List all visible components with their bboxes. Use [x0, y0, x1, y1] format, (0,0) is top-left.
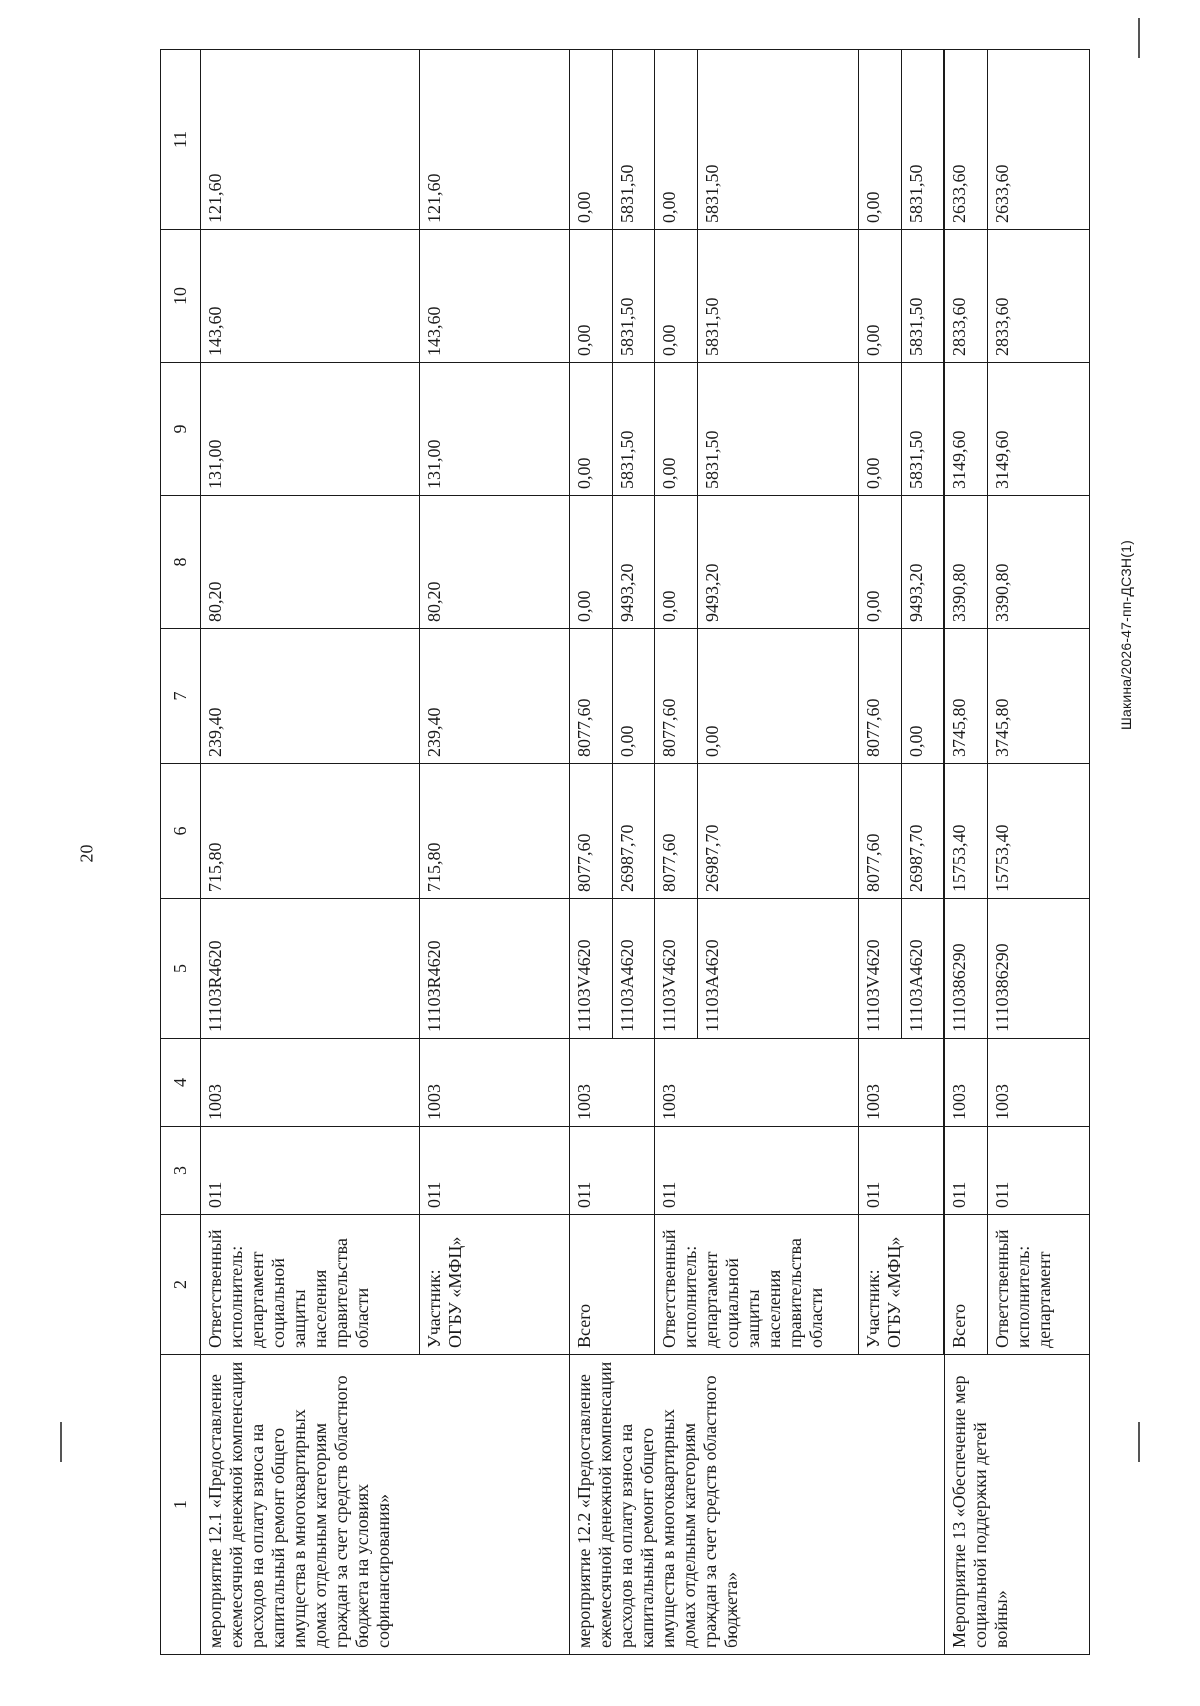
header-cell: 7 [161, 629, 201, 764]
code-cell: 011 [655, 1127, 858, 1215]
value-cell: 26987,70 [698, 764, 859, 899]
value-cell: 5831,50 [698, 363, 859, 496]
value-cell: 0,00 [858, 230, 901, 363]
code-cell: 11103V4620 [655, 899, 698, 1039]
code-cell: 1110386290 [988, 899, 1090, 1039]
table-row [945, 50, 988, 1655]
code-cell: 011 [420, 1127, 570, 1215]
value-cell: 15753,40 [988, 764, 1090, 899]
code-cell: 11103A4620 [612, 899, 655, 1039]
value-cell: 0,00 [698, 629, 859, 764]
value-cell: 143,60 [420, 230, 570, 363]
rotated-table-container [160, 50, 1090, 1655]
value-cell: 3745,80 [945, 629, 988, 764]
header-cell: 3 [161, 1127, 201, 1215]
value-cell: 5831,50 [612, 363, 655, 496]
value-cell: 0,00 [612, 629, 655, 764]
code-cell: 11103V4620 [858, 899, 901, 1039]
value-cell: 26987,70 [612, 764, 655, 899]
code-cell: 011 [200, 1127, 419, 1215]
value-cell: 8077,60 [858, 764, 901, 899]
value-cell: 5831,50 [901, 363, 944, 496]
measure-name-cell: мероприятие 12.1 «Предоставление ежемесячной денежной компенсации расходов на оплату взноса на капитальный ремонт общего имущества в многоквартирных домах отдельным категориям граждан за счет средств областного бюджета на условиях софинансирования» [200, 1355, 569, 1655]
value-cell: 131,00 [420, 363, 570, 496]
value-cell: 3390,80 [988, 496, 1090, 629]
value-cell: 0,00 [569, 230, 612, 363]
value-cell: 0,00 [901, 629, 944, 764]
document-code: Шакина/2026-47-пп-ДСЗН(1) [1118, 540, 1134, 730]
value-cell: 143,60 [200, 230, 419, 363]
code-cell: 1003 [858, 1039, 944, 1127]
value-cell: 2833,60 [988, 230, 1090, 363]
value-cell: 0,00 [858, 50, 901, 230]
executor-cell: Ответственный исполнитель: департамент [988, 1215, 1090, 1355]
code-cell: 1110386290 [945, 899, 988, 1039]
value-cell: 2833,60 [945, 230, 988, 363]
value-cell: 0,00 [655, 50, 698, 230]
code-cell: 1003 [655, 1039, 858, 1127]
value-cell: 0,00 [858, 496, 901, 629]
code-cell: 11103R4620 [420, 899, 570, 1039]
executor-cell: Ответственный исполнитель: департамент социальной защиты населения правительства области [655, 1215, 858, 1355]
document-code-area [1118, 420, 1138, 740]
value-cell: 26987,70 [901, 764, 944, 899]
code-cell: 1003 [569, 1039, 655, 1127]
header-cell: 11 [161, 50, 201, 230]
header-row [161, 50, 201, 1655]
executor-cell: Всего [569, 1215, 655, 1355]
executor-cell: Участник: ОГБУ «МФЦ» [420, 1215, 570, 1355]
code-cell: 011 [858, 1127, 944, 1215]
value-cell: 715,80 [200, 764, 419, 899]
value-cell: 8077,60 [655, 764, 698, 899]
value-cell: 0,00 [655, 496, 698, 629]
header-cell: 10 [161, 230, 201, 363]
scan-mark [1138, 18, 1140, 58]
value-cell: 0,00 [858, 363, 901, 496]
measure-name-cell: мероприятие 12.2 «Предоставление ежемесячной денежной компенсации расходов на оплату взноса на капитальный ремонт общего имущества в многоквартирных домах отдельным категориям граждан за счет средств областного бюджета» [569, 1355, 945, 1655]
value-cell: 121,60 [200, 50, 419, 230]
code-cell: 011 [988, 1127, 1090, 1215]
value-cell: 5831,50 [901, 50, 944, 230]
value-cell: 8077,60 [858, 629, 901, 764]
value-cell: 239,40 [420, 629, 570, 764]
header-cell: 2 [161, 1215, 201, 1355]
value-cell: 9493,20 [901, 496, 944, 629]
value-cell: 3149,60 [945, 363, 988, 496]
value-cell: 8077,60 [655, 629, 698, 764]
table-row [200, 50, 419, 1655]
code-cell: 1003 [945, 1039, 988, 1127]
value-cell: 2633,60 [988, 50, 1090, 230]
code-cell: 011 [945, 1127, 988, 1215]
executor-cell: Всего [945, 1215, 988, 1355]
budget-table [160, 49, 1090, 1655]
code-cell: 1003 [988, 1039, 1090, 1127]
value-cell: 80,20 [200, 496, 419, 629]
scan-mark [1138, 1422, 1140, 1462]
header-cell: 4 [161, 1039, 201, 1127]
value-cell: 5831,50 [698, 50, 859, 230]
value-cell: 9493,20 [698, 496, 859, 629]
value-cell: 0,00 [655, 363, 698, 496]
value-cell: 9493,20 [612, 496, 655, 629]
header-cell: 6 [161, 764, 201, 899]
header-cell: 8 [161, 496, 201, 629]
code-cell: 011 [569, 1127, 655, 1215]
value-cell: 5831,50 [612, 50, 655, 230]
header-cell: 1 [161, 1355, 201, 1655]
value-cell: 80,20 [420, 496, 570, 629]
header-cell: 9 [161, 363, 201, 496]
value-cell: 8077,60 [569, 629, 612, 764]
value-cell: 0,00 [569, 50, 612, 230]
measure-name-cell: Мероприятие 13 «Обеспечение мер социальной поддержки детей войны» [945, 1355, 1090, 1655]
value-cell: 0,00 [569, 496, 612, 629]
header-cell: 5 [161, 899, 201, 1039]
page-number: 20 [76, 844, 97, 863]
code-cell: 1003 [200, 1039, 419, 1127]
value-cell: 0,00 [569, 363, 612, 496]
table-row [569, 50, 612, 1655]
value-cell: 0,00 [655, 230, 698, 363]
value-cell: 3745,80 [988, 629, 1090, 764]
value-cell: 131,00 [200, 363, 419, 496]
code-cell: 11103A4620 [698, 899, 859, 1039]
value-cell: 3390,80 [945, 496, 988, 629]
value-cell: 2633,60 [945, 50, 988, 230]
code-cell: 11103V4620 [569, 899, 612, 1039]
value-cell: 15753,40 [945, 764, 988, 899]
code-cell: 11103A4620 [901, 899, 944, 1039]
value-cell: 5831,50 [698, 230, 859, 363]
value-cell: 5831,50 [901, 230, 944, 363]
scan-mark [60, 1422, 62, 1462]
value-cell: 715,80 [420, 764, 570, 899]
value-cell: 5831,50 [612, 230, 655, 363]
value-cell: 8077,60 [569, 764, 612, 899]
code-cell: 1003 [420, 1039, 570, 1127]
executor-cell: Участник: ОГБУ «МФЦ» [858, 1215, 944, 1355]
executor-cell: Ответственный исполнитель: департамент социальной защиты населения правительства области [200, 1215, 419, 1355]
value-cell: 121,60 [420, 50, 570, 230]
value-cell: 3149,60 [988, 363, 1090, 496]
value-cell: 239,40 [200, 629, 419, 764]
code-cell: 11103R4620 [200, 899, 419, 1039]
